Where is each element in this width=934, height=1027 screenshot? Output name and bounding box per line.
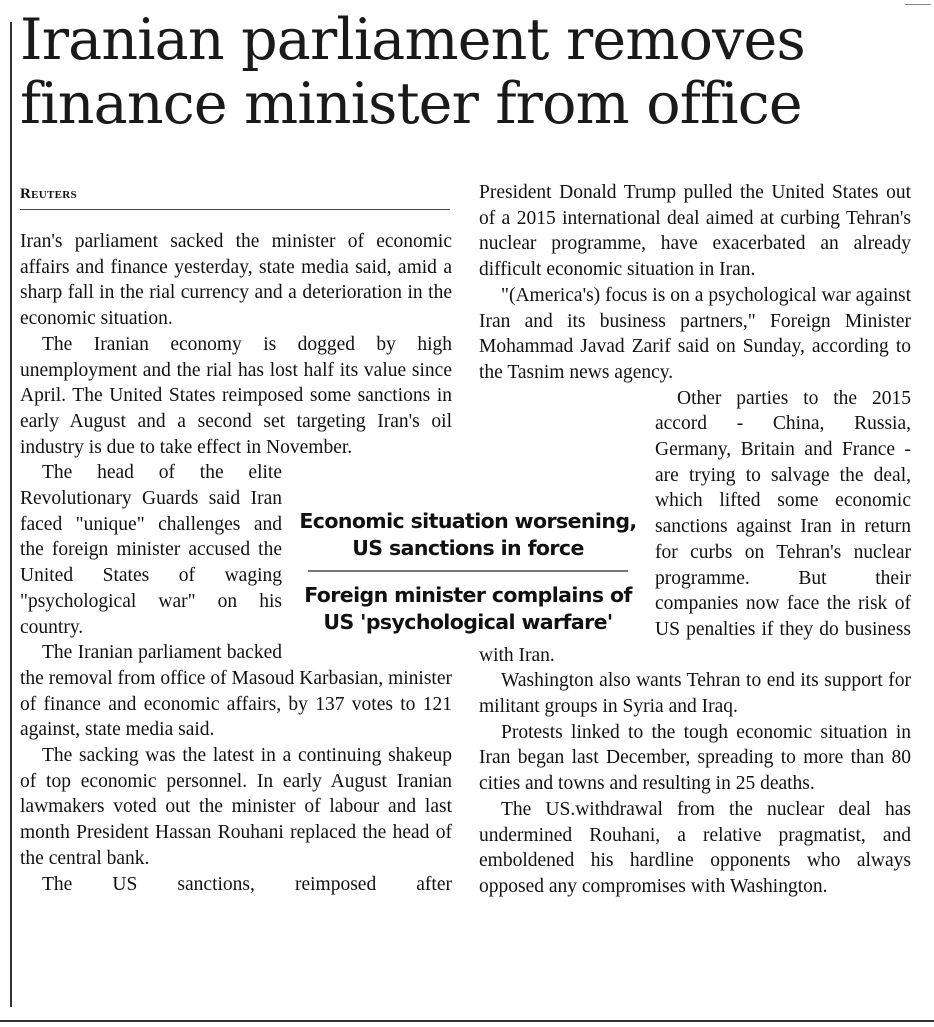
pullquote-secondary: Foreign minister complains of US 'psychological warfare' [304,583,632,634]
paragraph-1: Iran's parliament sacked the minister of economic affairs and finance yesterday, state media said, amid a sharp fall in the rial currency and a deterioration in the economic situation. [20,231,452,330]
paragraph-2: The Iranian economy is dogged by high unemployment and the rial has lost half its value since April. The United States reimposed some sanctions in early August and a second set targeting Iran's oil industry is due to take effect in November. [20,333,452,458]
paragraph-8: "(America's) focus is on a psychological war against Iran and its business partners," Foreign Minister Mohammad Javad Zarif said on Sunday, according to the Tasnim news agency. [479,284,911,383]
paragraph-4: The Iranian parliament backed the removal from office of Masoud Karbasian, minister of finance and economic affairs, by 137 votes to 121 against, state media said. [20,642,452,741]
paragraph-6: The US sanctions, reimposed after [42,873,452,895]
top-rule [905,4,931,5]
paragraph-10: Washington also wants Tehran to end its support for militant groups in Syria and Iraq. [479,670,911,718]
headline: Iranian parliament removes finance minister from office [20,7,805,137]
paragraph-12: The US.withdrawal from the nuclear deal has undermined Rouhani, a relative pragmatist, and emboldened his hardline opponents who always opposed any compromises with Washington. [479,798,911,897]
byline-text: Reuters [20,186,77,202]
byline [20,186,450,210]
paragraph-11: Protests linked to the tough economic situation in Iran began last December, spreading to more than 80 cities and towns and resulting in 25 deaths. [479,721,911,795]
paragraph-5: The sacking was the latest in a continuing shakeup of top economic personnel. In early August Iranian lawmakers voted out the minister of labour and last month President Hassan Rouhani replaced the head of the central bank. [20,745,452,869]
paragraph-3: The head of the elite Revolutionary Guards said Iran faced "unique" challenges and the foreign minister accused the United States of waging "psychological war" on his country. [20,462,282,638]
pullquote-primary: Economic situation worsening, US sanctions in force [299,509,637,560]
bottom-rule [0,1020,934,1022]
column-rule-left [10,22,12,1007]
paragraph-7: President Donald Trump pulled the United States out of a 2015 international deal aimed at curbing Tehran's nuclear programme, have exacerbated an already difficult economic situation in Iran. [479,182,911,281]
pullquote-box [292,508,644,636]
paragraph-9: Other parties to the 2015 accord - China, Russia, Germany, Britain and France - are trying to salvage the deal, which lifted some economic sanctions against Iran in return for curbs on Tehran's nuclear programme. But their companies now face the risk of US penalties if they do business with Iran. [479,387,911,666]
